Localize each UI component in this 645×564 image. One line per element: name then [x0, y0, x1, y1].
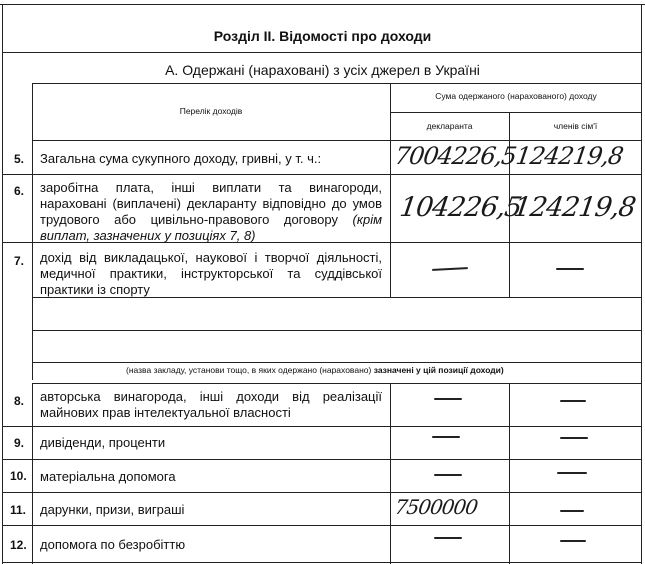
row-10-bottom: [2, 492, 642, 493]
declarant-empty-dash: [434, 537, 462, 539]
row-number: 5.: [14, 152, 25, 166]
col-divider-text: [390, 83, 391, 297]
institution-note-text: (назва закладу, установи тощо, в яких одержано (нараховано): [126, 365, 372, 375]
row-label-italic: (крім виплат, зазначених у позиціях 7, 8): [40, 212, 382, 243]
row-label-plain: заробітна плата, інші виплати та винагороди, нараховані (виплачені) декларанту відповідно до умов трудового або цивільно-правового договору: [40, 180, 382, 227]
header-family: членів сім'ї: [553, 121, 598, 131]
row-label: авторська винагорода, інші доходи від реалізації майнових прав інтелектуальної власності: [40, 389, 382, 420]
family-value: 124219,8: [514, 142, 625, 170]
blank-row-1-bottom: [32, 330, 642, 331]
row-8-bottom: [2, 426, 642, 427]
row-8-top: [32, 383, 642, 384]
col-divider-text-lower: [390, 383, 391, 564]
declarant-value: 104226,5: [397, 192, 524, 223]
declarant-value: 7500000: [393, 495, 479, 519]
declarant-empty-dash: [434, 474, 462, 476]
right-border: [641, 4, 642, 564]
row-label: Загальна сума сукупного доходу, гривні, у т. ч.:: [40, 151, 322, 166]
row-12-bottom: [2, 562, 642, 563]
row-number: 8.: [14, 394, 25, 408]
col-divider-values-lower: [509, 383, 510, 564]
row-number: 12.: [10, 538, 27, 552]
title-divider: [2, 52, 642, 53]
table-top: [32, 83, 642, 84]
row-number: 7.: [14, 254, 25, 268]
family-value: 124219,8: [511, 192, 638, 223]
row-number: 10.: [10, 469, 27, 483]
row-label: дивіденди, проценти: [40, 435, 166, 450]
institution-note: [126, 365, 504, 375]
family-empty-dash: [557, 472, 587, 474]
header-income-list: Перелік доходів: [179, 106, 243, 116]
section-title: Розділ ІІ. Відомості про доходи: [213, 28, 432, 44]
family-empty-dash: [560, 437, 588, 439]
row-label: дохід від викладацької, наукової і творчої діяльності, медичної практики, інструкторської та суддівської практики із спорту: [40, 250, 382, 297]
institution-note-bold: зазначені у цій позиції доходи): [373, 365, 504, 375]
row-label: [40, 180, 382, 244]
declarant-empty-dash: [434, 398, 462, 400]
family-empty-dash: [560, 400, 586, 402]
top-border: [0, 4, 645, 5]
family-empty-dash: [560, 510, 584, 512]
subsection-letter: А: [165, 62, 175, 78]
table-left-line: [32, 83, 33, 380]
row-5-bottom: [2, 174, 642, 175]
row-number: 11.: [10, 503, 27, 517]
family-empty-dash: [556, 268, 584, 270]
row-11-bottom: [2, 525, 642, 526]
subsection-title: [0, 62, 645, 78]
header-bottom: [32, 140, 642, 141]
row-label: допомога по безробіттю: [40, 537, 186, 552]
header-declarant: декларанта: [426, 121, 473, 131]
row-label: матеріальна допомога: [40, 469, 176, 484]
table-left-line-lower: [32, 383, 33, 564]
declarant-empty-dash: [432, 436, 460, 438]
left-border: [2, 4, 3, 564]
blank-row-2-bottom: [32, 362, 642, 363]
subsection-text: . Одержані (нараховані) з усіх джерел в Україні: [174, 62, 480, 78]
declarant-empty-dash: [432, 267, 468, 270]
header-sum-title: Сума одержаного (нарахованого) доходу: [435, 91, 597, 101]
family-empty-dash: [560, 540, 586, 542]
header-sum-divider: [390, 112, 642, 113]
declarant-value: 7004226,5: [393, 142, 518, 170]
row-label: дарунки, призи, виграші: [40, 502, 185, 517]
row-9-bottom: [2, 459, 642, 460]
row-number: 9.: [14, 436, 25, 450]
row-number: 6.: [14, 184, 25, 198]
